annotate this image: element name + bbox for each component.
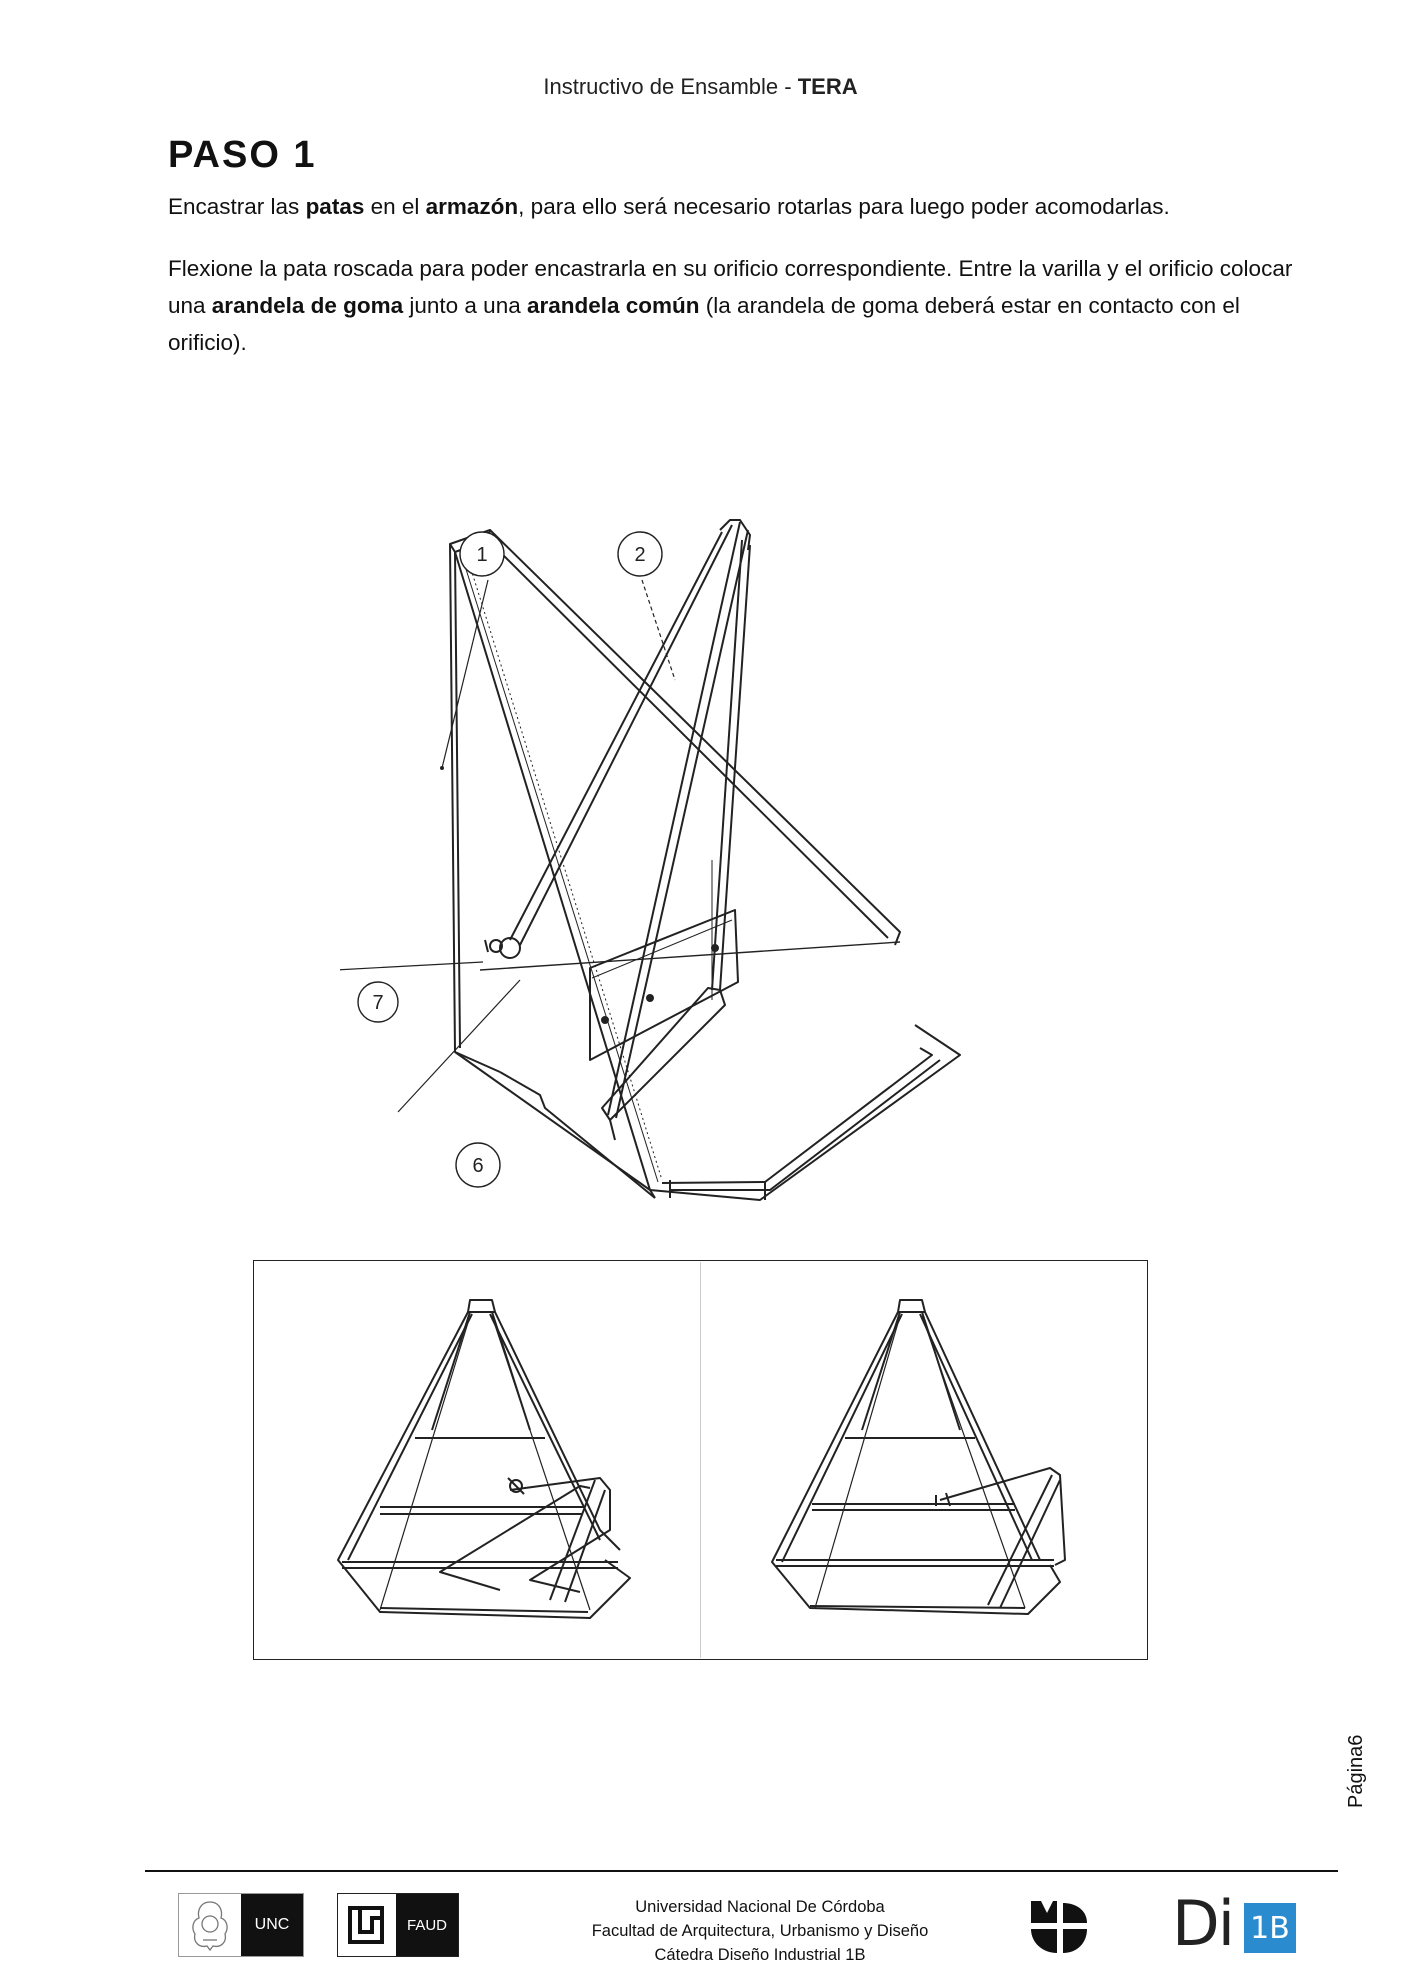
p1-text-2: en el (364, 194, 426, 219)
washer-rubber (500, 938, 520, 958)
callout-2: 2 (634, 544, 646, 566)
di-logo-badge: 1B (1244, 1903, 1296, 1953)
unc-logo (178, 1893, 304, 1957)
frame-base (455, 1025, 960, 1200)
front-view-right (760, 1290, 1080, 1630)
footer-institution (560, 1895, 960, 1967)
footer-line-3: Cátedra Diseño Industrial 1B (654, 1946, 866, 1964)
p2-text-1: Flexione la pata roscada para poder encastrarla en su orificio correspondiente. Entre la varilla y el orificio colocar una (168, 256, 1293, 318)
faud-mark-icon (338, 1894, 396, 1956)
page-number: Página6 (1345, 1734, 1367, 1808)
di-logo-text: Di (1172, 1887, 1233, 1960)
p1-text-3: , para ello será necesario rotarlas para luego poder acomodarlas. (518, 194, 1170, 219)
views-divider (700, 1262, 701, 1658)
emblem-icon (1025, 1897, 1095, 1957)
footer-divider (145, 1870, 1338, 1872)
di-1b-logo (1172, 1887, 1312, 1960)
faud-label: FAUD (396, 1894, 458, 1956)
front-view-left (320, 1290, 640, 1630)
p2-bold-arandela-comun: arandela común (526, 293, 700, 318)
p1-bold-patas: patas (305, 194, 365, 219)
footer-line-2: Facultad de Arquitectura, Urbanismo y Diseño (591, 1922, 929, 1940)
p2-text-2: junto a una (403, 293, 527, 318)
callout-1: 1 (476, 544, 488, 566)
p1-bold-armazon: armazón (425, 194, 519, 219)
callout-6: 6 (472, 1155, 484, 1177)
assembly-drawing (340, 500, 980, 1220)
instruction-paragraph-2 (168, 250, 1308, 361)
footer-line-1: Universidad Nacional De Córdoba (635, 1898, 885, 1916)
p1-text-1: Encastrar las (168, 194, 306, 219)
p2-bold-arandela-goma: arandela de goma (211, 293, 404, 318)
header-title-bold: TERA (797, 74, 858, 99)
instruction-paragraph-1 (168, 188, 1308, 225)
document-header (0, 74, 1401, 100)
unc-seal-icon (179, 1894, 241, 1956)
step-title: PASO 1 (168, 134, 317, 176)
faud-logo (337, 1893, 459, 1957)
header-title-prefix: Instructivo de Ensamble - (543, 74, 798, 99)
p2-text-3: (la arandela de goma deberá estar en contacto con el orificio). (168, 293, 1240, 355)
unc-label: UNC (241, 1894, 303, 1956)
callout-7: 7 (372, 992, 384, 1014)
